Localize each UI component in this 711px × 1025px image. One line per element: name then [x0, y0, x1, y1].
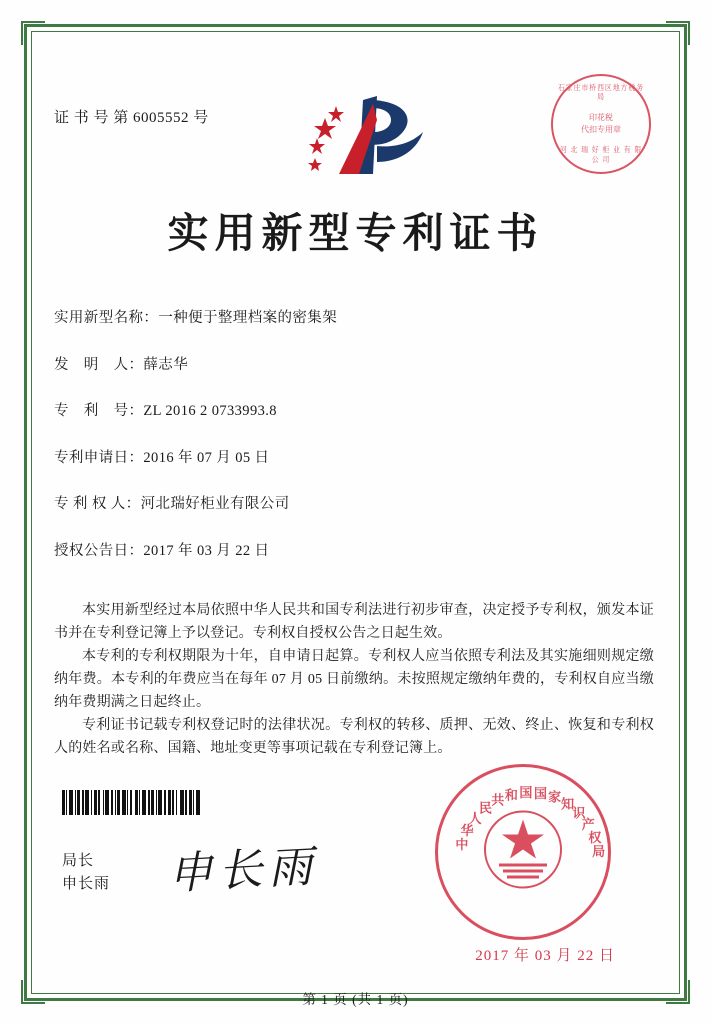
- tax-seal-arc-top: 石家庄市桥西区地方税务局: [557, 83, 645, 102]
- sipo-logo-icon: [48, 86, 663, 182]
- signature-block: [62, 850, 110, 897]
- corner-ornament-bottom-left: [21, 980, 45, 1004]
- certificate-number: 证 书 号 第 6005552 号: [54, 110, 209, 126]
- field-label-name: 实用新型名称：: [54, 310, 159, 326]
- field-row-patentee: [54, 492, 654, 513]
- legal-body-text: [54, 600, 654, 762]
- handwritten-signature: 申长雨: [167, 841, 320, 900]
- corner-ornament-top-right: [666, 21, 690, 45]
- field-row-application-date: [54, 446, 654, 467]
- seal-date: 2017 年 03 月 22 日: [475, 948, 615, 964]
- certificate-content: [48, 48, 663, 1007]
- field-list: [54, 306, 654, 585]
- corner-ornament-bottom-right: [666, 980, 690, 1004]
- field-label-patent-number: 专 利 号：: [54, 403, 144, 419]
- field-row-patent-number: [54, 399, 654, 420]
- field-value-patent-number: ZL 2016 2 0733993.8: [143, 403, 277, 419]
- field-row-name: [54, 306, 654, 327]
- page-footer: 第 1 页 (共 1 页): [302, 992, 409, 1007]
- tax-seal-arc-bottom: 河 北 瑞 好 柜 业 有 限 公 司: [559, 145, 643, 164]
- field-value-patentee: 河北瑞好柜业有限公司: [140, 496, 290, 512]
- field-value-inventor: 薛志华: [143, 356, 189, 373]
- signature-title: 局长: [62, 853, 95, 869]
- national-seal-stamp: [435, 764, 611, 940]
- paragraph-2: 本专利的专利权期限为十年，自申请日起算。专利权人应当依照专利法及其实施细则规定缴纳年费。本专利的年费应当在每年 07 月 05 日前缴纳。未按照规定缴纳年费的，专利权自应当缴纳年费期满之日起终止。: [54, 649, 654, 710]
- field-value-application-date: 2016 年 07 月 05 日: [143, 449, 270, 466]
- national-emblem-icon: [475, 802, 571, 903]
- field-label-patentee: 专 利 权 人：: [54, 496, 141, 512]
- field-label-application-date: 专利申请日：: [54, 449, 144, 466]
- field-row-inventor: [54, 353, 654, 374]
- corner-ornament-top-left: [21, 21, 45, 45]
- field-label-inventor: 发 明 人：: [54, 356, 144, 373]
- paragraph-3: 专利证书记载专利权登记时的法律状况。专利权的转移、质押、无效、终止、恢复和专利权人的姓名或名称、国籍、地址变更等事项记载在专利登记簿上。: [54, 718, 654, 757]
- field-value-grant-date: 2017 年 03 月 22 日: [143, 542, 270, 559]
- page-title: 实用新型专利证书: [167, 210, 544, 256]
- barcode: [62, 790, 237, 815]
- signature-name: 申长雨: [62, 876, 111, 893]
- field-label-grant-date: 授权公告日：: [54, 542, 144, 559]
- tax-seal-line-2: 代扣专用章: [581, 124, 621, 134]
- national-seal-ring-text: 中 华 人 民 共 和 国 国 家 知 识 产 权 局: [455, 785, 606, 860]
- field-row-grant-date: [54, 539, 654, 560]
- tax-seal-line-1: 印花税: [589, 113, 613, 122]
- field-value-name: 一种便于整理档案的密集架: [158, 310, 338, 326]
- paragraph-1: 本实用新型经过本局依照中华人民共和国专利法进行初步审查，决定授予专利权，颁发本证书并在专利登记簿上予以登记。专利权自授权公告之日起生效。: [54, 603, 654, 641]
